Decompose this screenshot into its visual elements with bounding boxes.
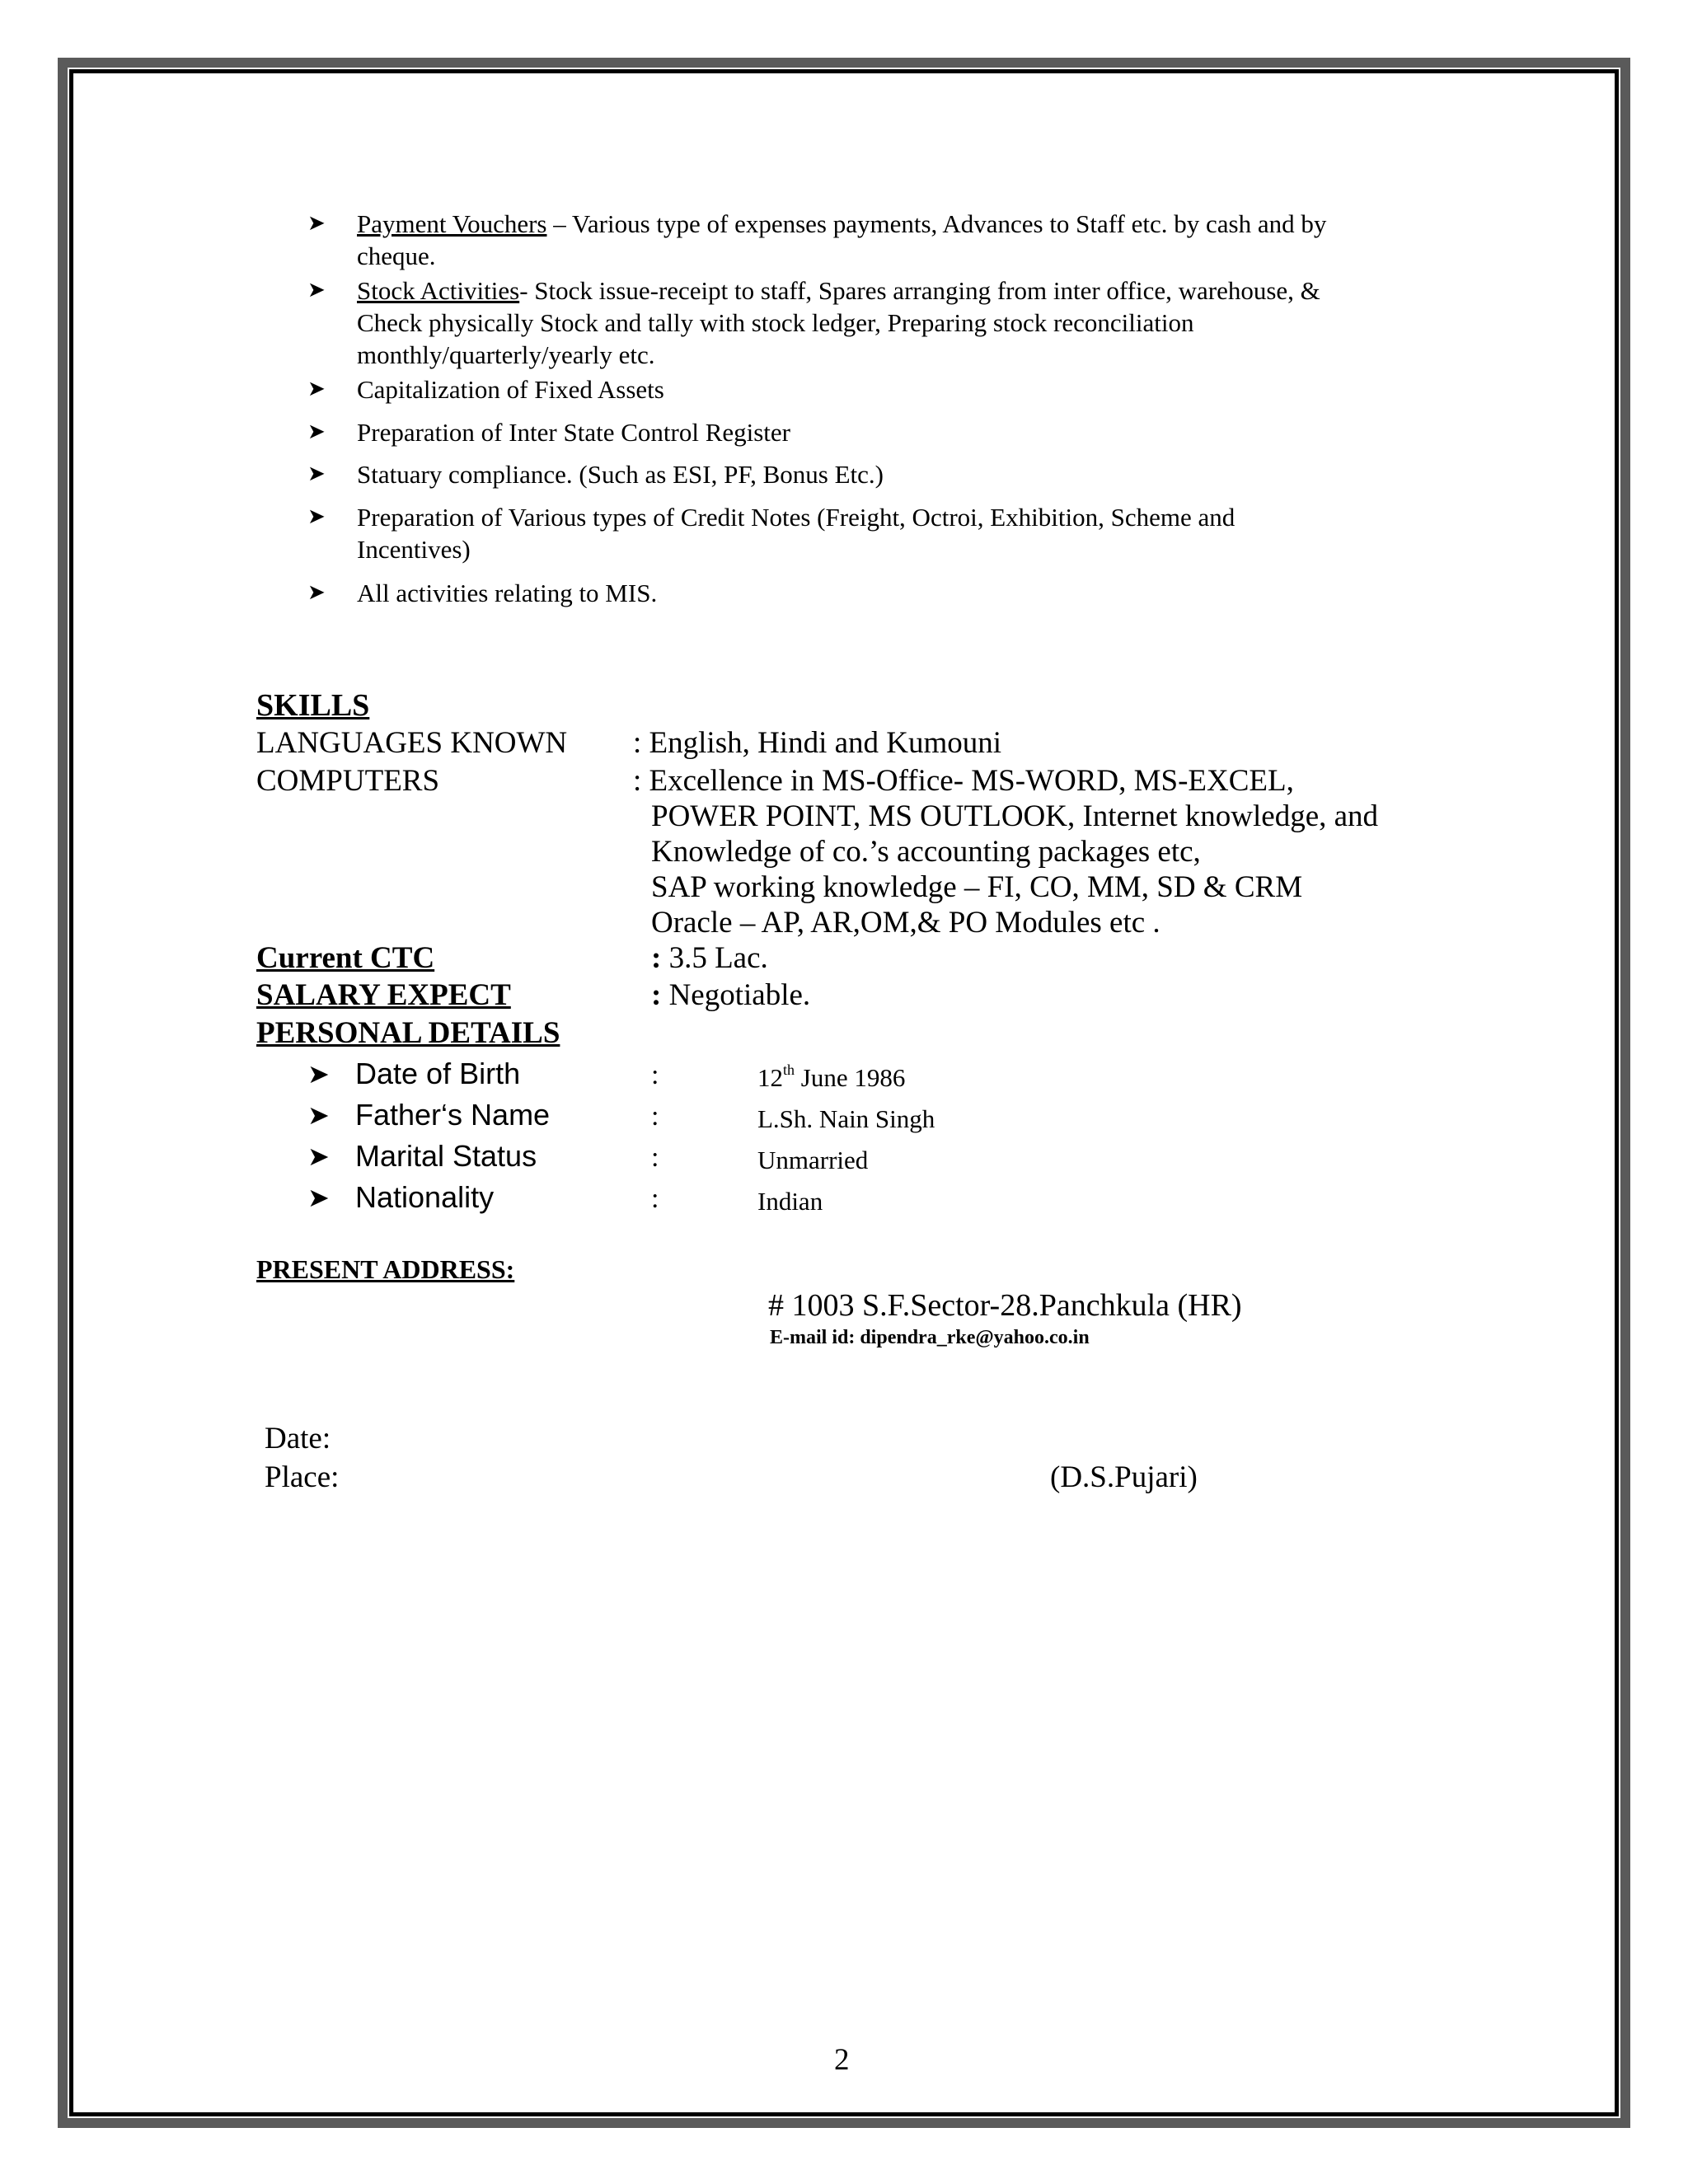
current-ctc-value: : 3.5 Lac.	[651, 941, 768, 975]
arrowhead-bullet-icon: ➤	[307, 278, 326, 302]
father-name-colon: :	[651, 1101, 659, 1132]
arrowhead-bullet-icon: ➤	[307, 580, 326, 605]
duty-text: Incentives)	[357, 535, 471, 564]
duty-text: cheque.	[357, 241, 436, 270]
duty-text: - Stock issue-receipt to staff, Spares arranging from inter office, warehouse, &	[519, 276, 1320, 305]
arrowhead-bullet-icon: ➤	[307, 1099, 330, 1131]
father-name-value: L.Sh. Nain Singh	[757, 1104, 935, 1133]
computers-line: : Excellence in MS-Office- MS-WORD, MS-EXCEL,	[633, 764, 1294, 798]
marital-status-label: Marital Status	[355, 1139, 537, 1173]
salary-expect-value: : Negotiable.	[651, 978, 811, 1012]
father-name-label: Father‘s Name	[355, 1098, 551, 1132]
duty-text: Check physically Stock and tally with stock ledger, Preparing stock reconciliation	[357, 308, 1194, 337]
duty-text: – Various type of expenses payments, Advances to Staff etc. by cash and by	[546, 209, 1327, 238]
dob-colon: :	[651, 1060, 659, 1090]
arrowhead-bullet-icon: ➤	[307, 211, 326, 236]
duty-text: Preparation of Inter State Control Register	[357, 418, 791, 447]
colon: :	[651, 941, 662, 975]
arrowhead-bullet-icon: ➤	[307, 1182, 330, 1213]
arrowhead-bullet-icon: ➤	[307, 419, 326, 444]
nationality-colon: :	[651, 1183, 659, 1214]
computers-line: Oracle – AP, AR,OM,& PO Modules etc .	[651, 906, 1160, 940]
arrowhead-bullet-icon: ➤	[307, 1058, 330, 1090]
skills-heading: SKILLS	[256, 688, 370, 723]
computers-line: SAP working knowledge – FI, CO, MM, SD & CRM	[651, 870, 1303, 904]
marital-status-colon: :	[651, 1142, 659, 1173]
marital-status-value: Unmarried	[757, 1146, 869, 1174]
duty-text: Capitalization of Fixed Assets	[357, 375, 664, 404]
nationality-label: Nationality	[355, 1180, 495, 1214]
arrowhead-bullet-icon: ➤	[307, 1141, 330, 1172]
duty-text: Preparation of Various types of Credit Notes (Freight, Octroi, Exhibition, Scheme and	[357, 503, 1236, 532]
arrowhead-bullet-icon: ➤	[307, 377, 326, 401]
duty-title: Stock Activities	[357, 276, 520, 305]
arrowhead-bullet-icon: ➤	[307, 462, 326, 486]
date-label: Date:	[265, 1422, 331, 1455]
nationality-value: Indian	[757, 1187, 823, 1216]
computers-line: POWER POINT, MS OUTLOOK, Internet knowledge, and	[651, 799, 1379, 833]
present-address-heading: PRESENT ADDRESS:	[256, 1254, 515, 1284]
duty-title: Payment Vouchers	[357, 209, 547, 238]
duty-text: monthly/quarterly/yearly etc.	[357, 340, 655, 369]
address-line: # 1003 S.F.Sector-28.Panchkula (HR)	[768, 1288, 1242, 1323]
email-address: E-mail id: dipendra_rke@yahoo.co.in	[770, 1327, 1090, 1348]
languages-value: : English, Hindi and Kumouni	[633, 726, 1002, 760]
computers-label: COMPUTERS	[256, 764, 440, 798]
signature-name: (D.S.Pujari)	[1050, 1460, 1198, 1494]
computers-line: Knowledge of co.’s accounting packages etc,	[651, 835, 1201, 869]
personal-details-heading: PERSONAL DETAILS	[256, 1016, 560, 1050]
current-ctc-label: Current CTC	[256, 941, 435, 975]
arrowhead-bullet-icon: ➤	[307, 504, 326, 529]
place-label: Place:	[265, 1460, 340, 1494]
salary-expect-label: SALARY EXPECT	[256, 978, 511, 1012]
dob-label: Date of Birth	[355, 1057, 521, 1090]
languages-label: LANGUAGES KNOWN	[256, 726, 568, 760]
duty-text: Statuary compliance. (Such as ESI, PF, Bonus Etc.)	[357, 460, 884, 489]
page-number: 2	[834, 2043, 850, 2077]
dob-value: 12th June 1986	[757, 1062, 906, 1092]
colon: :	[651, 978, 662, 1012]
duty-text: All activities relating to MIS.	[357, 579, 658, 607]
